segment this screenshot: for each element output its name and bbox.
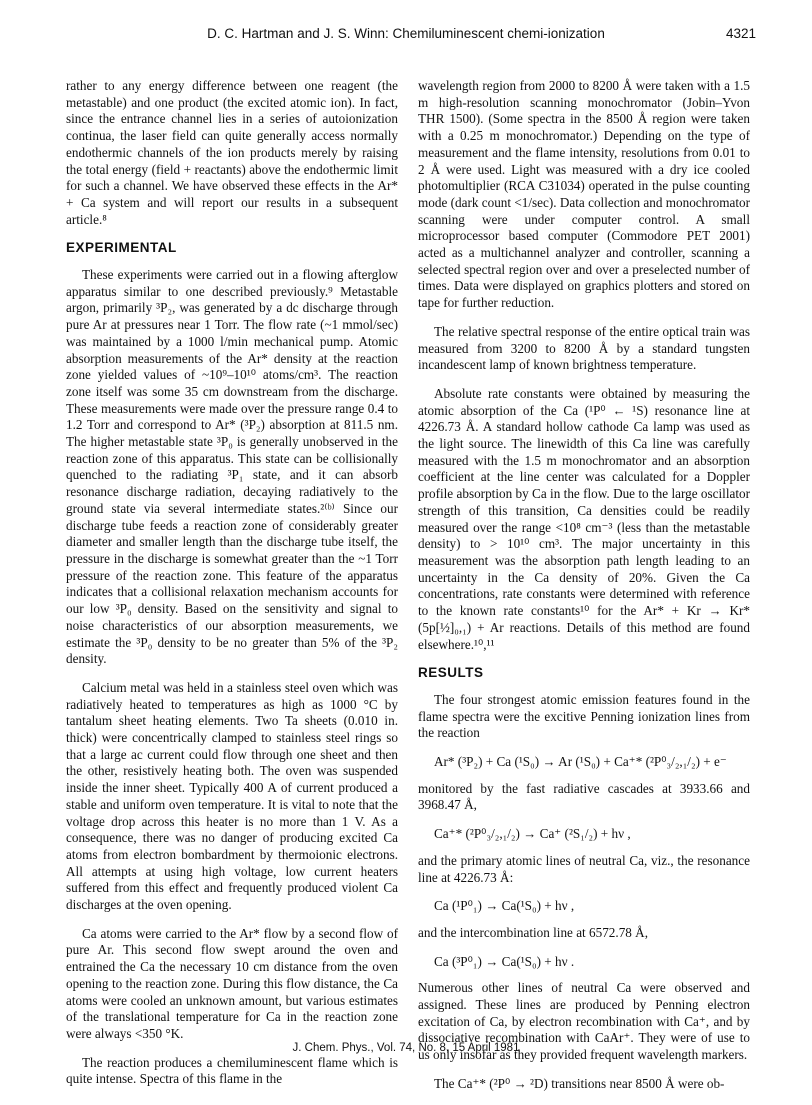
- paragraph: Calcium metal was held in a stainless steel oven which was radiatively heated to temperatures as high as 1000 °C by tantalum sheet heating elements. Two Ta sheets (0.010 in. thick) were concentrically clamped to stainless steel rings so that a large ac current could flow through one sheet and then the other, resistively heating both. The oven was suspended inside the inner sheet. Typically 400 A of current produced a stable and uniform oven temperature. It is vital to note that the voltage drop across this heater is no more than 1 V. As a consequence, there was no danger of producing excited Ca atoms from electron bombardment by thermoionic electrons. All attempts at using high voltage, low current heaters suffered from this effect and frequently produced violent Ca discharges at the oven opening.: [66, 679, 398, 913]
- paragraph: The Ca⁺* (²P⁰ → ²D) transitions near 8500 Å were ob-: [434, 1075, 725, 1091]
- page-number: 4321: [725, 26, 756, 41]
- paragraph: Absolute rate constants were obtained by measuring the atomic absorption of the Ca (¹P⁰ ← ¹S) resonance line at 4226.73 Å. A standard hollow cathode Ca lamp was used as the light source. The linewidth of this Ca line was carefully measured with the 1.5 m monochromator and an absorption coefficient at the line center was calculated for a Doppler profile absorption by Ca in the flow. Due to the large oscillator strength of this transition, Ca densities could be readily measured over the range <10⁸ cm⁻³ (less than the metastable density) to > 10¹⁰ cm³. The major uncertainty in this measurement was the absorption path length leading to an uncertainty in the Ca density of 20%. Given the Ca concentrations, rate constants were determined with reference to the known rate constants¹⁰ for the Ar* + Kr → Kr* (5p[½]₀,₁) + Ar reactions. Details of this method are found elsewhere.¹⁰,¹¹: [418, 385, 750, 652]
- journal-footer: J. Chem. Phys., Vol. 74, No. 8, 15 April 1981: [292, 1042, 520, 1054]
- paragraph: Ca atoms were carried to the Ar* flow by a second flow of pure Ar. This second flow swept around the oven and entrained the Ca the necessary 10 cm distance from the oven opening to the reaction zone. During this flow distance, the Ca atoms were cooled an unknown amount, but various estimates of the translational temperature for Ca in the reaction zone were always <350 °K.: [66, 925, 398, 1041]
- paragraph: The four strongest atomic emission features found in the flame spectra were the excitive Penning ionization lines from the reaction: [418, 691, 750, 741]
- section-heading-results: RESULTS: [418, 665, 484, 681]
- left-column: [66, 78, 398, 1100]
- paragraph: The reaction produces a chemiluminescent flame which is quite intense. Spectra of this flame in the: [66, 1054, 398, 1087]
- paragraph: and the intercombination line at 6572.78 Å,: [418, 924, 648, 940]
- paragraph: and the primary atomic lines of neutral Ca, viz., the resonance line at 4226.73 Å:: [418, 852, 750, 885]
- right-column: [418, 78, 750, 1105]
- paragraph: The relative spectral response of the entire optical train was measured from 3200 to 8200 Å by a standard tungsten incandescent lamp of known brightness temperature.: [418, 323, 750, 373]
- paragraph: monitored by the fast radiative cascades at 3933.66 and 3968.47 Å,: [418, 780, 750, 813]
- equation: Ar* (³P₂) + Ca (¹S₀) → Ar (¹S₀) + Ca⁺* (²P⁰₃/₂,₁/₂) + e⁻: [434, 754, 727, 770]
- equation: Ca (¹P⁰₁) → Ca(¹S₀) + hν ,: [434, 898, 575, 914]
- paragraph: rather to any energy difference between one reagent (the metastable) and one product (the excited atomic ion). In fact, since the entrance channel lies in a series of autoionization continua, the laser field can quite generally access normally endothermic channels of the ion products merely by raising the total energy (field + reactants) above the endothermic limit for such a channel. We have observed these effects in the Ar* + Ca system and will report our results in a subsequent article.⁸: [66, 78, 398, 227]
- equation: Ca (³P⁰₁) → Ca(¹S₀) + hν .: [434, 953, 575, 969]
- header-title: D. C. Hartman and J. S. Winn: Chemiluminescent chemi-ionization: [207, 26, 605, 41]
- paragraph: wavelength region from 2000 to 8200 Å were taken with a 1.5 m high-resolution scanning monochromator (Jobin–Yvon THR 1500). (Some spectra in the 8500 Å region were taken with a 0.25 m monochromator.) Depending on the type of measurement and the flame intensity, resolutions from 0.01 to 2 Å were used. Light was measured with a dry ice cooled photomultiplier (RCA C31034) operated in the pulse counting mode (dark count <1/sec). Data collection and monochromator scanning were under computer control. A small microprocessor based computer (Commodore PET 2001) acted as a multichannel analyzer and controller, scanning a selected spectral region over and over a preselected number of times. Data were displayed on graphics plotters and stored on tape for further reduction.: [418, 78, 750, 311]
- paragraph: These experiments were carried out in a flowing afterglow apparatus similar to one described previously.⁹ Metastable argon, primarily ³P₂, was generated by a dc discharge through pure Ar at pressures near 1 Torr. The flow rate (~1 mmol/sec) was maintained by a 1000 l/min mechanical pump. Atomic absorption measurements of the Ar* density at the reaction zone yielded values of ~10⁹–10¹⁰ atoms/cm³. The reaction zone itself was some 35 cm downstream from the discharge. These measurements were made over the pressure range 0.4 to 1.2 Torr and correspond to Ar* (³P₂) absorption at 811.5 nm. The higher metastable state ³P₀ is generally unobserved in the reaction zone of this apparatus. This state can be collisionally quenched to the radiating ³P₁ state, and it can absorb resonance discharge radiation, decaying radiatively to the ground state via several intermediate states.²⁽ᵇ⁾ Since our discharge tube feeds a reaction zone of considerably greater diameter and smaller length than the discharge tube itself, the pressure in the discharge is somewhat greater than the ~1 Torr pressure of the reaction zone. This feature of the apparatus indicates that a collisional relaxation mechanism accounts for our low ³P₀ density. Based on the sensitivity and signal to noise characteristics of our absorption measurements, we estimate the ³P₀ density to be no greater than 5% of the ³P₂ density.: [66, 267, 398, 667]
- equation: Ca⁺* (²P⁰₃/₂,₁/₂) → Ca⁺ (²S₁/₂) + hν ,: [434, 826, 631, 842]
- section-heading-experimental: EXPERIMENTAL: [66, 240, 177, 256]
- paragraph: Numerous other lines of neutral Ca were observed and assigned. These lines are produced by Penning electron excitation of Ca, by electron recombination with Ca⁺, and by dissociative recombination with CaAr⁺. They were of use to us only insofar as they provided frequent wavelength markers.: [418, 980, 750, 1063]
- running-header: [0, 26, 812, 46]
